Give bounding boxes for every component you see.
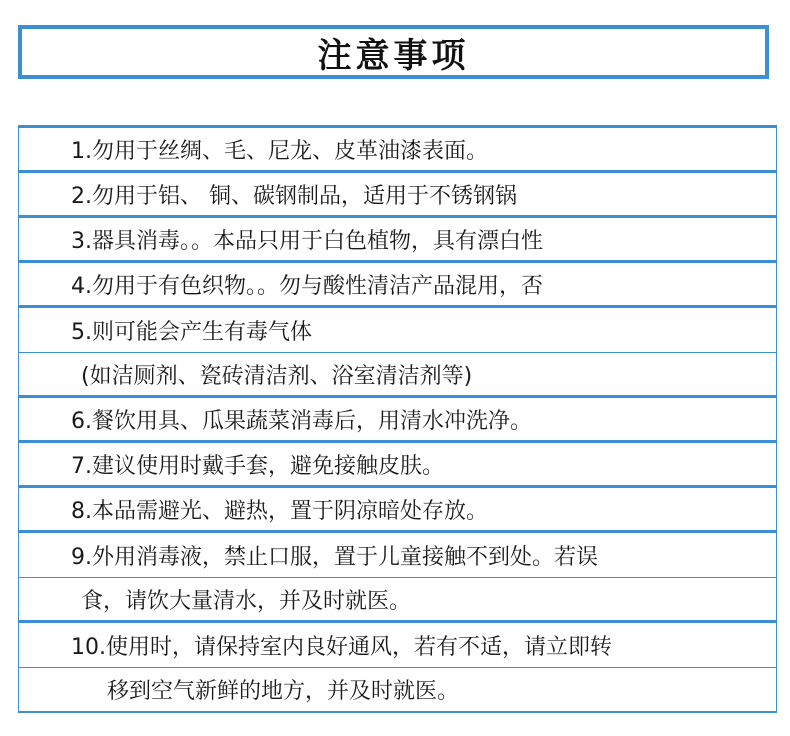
note-text: 8.本品需避光、避热，置于阴凉暗处存放。 bbox=[71, 498, 488, 524]
note-row-8 bbox=[19, 488, 776, 533]
notes-table bbox=[18, 125, 777, 713]
note-text: 5.则可能会产生有毒气体 bbox=[71, 319, 312, 345]
note-text: 7.建议使用时戴手套，避免接触皮肤。 bbox=[71, 453, 444, 479]
page-title: 注意事项 bbox=[317, 35, 470, 76]
note-text: 移到空气新鲜的地方，并及时就医。 bbox=[107, 679, 460, 704]
note-row-10 bbox=[19, 623, 776, 668]
note-text: 2.勿用于铝、 铜、碳钢制品，适用于不锈钢锅 bbox=[71, 183, 517, 209]
note-text: 4.勿用于有色织物。。勿与酸性清洁产品混用，否 bbox=[71, 273, 543, 299]
note-row-3 bbox=[19, 218, 776, 263]
note-row-1 bbox=[19, 128, 776, 173]
note-row-6 bbox=[19, 398, 776, 443]
note-row-9 bbox=[19, 533, 776, 578]
note-text: (如洁厕剂、瓷砖清洁剂、浴室清洁剂等) bbox=[81, 363, 473, 389]
note-text: 1.勿用于丝绸、毛、尼龙、皮革油漆表面。 bbox=[71, 138, 488, 164]
note-text: 10.使用时，请保持室内良好通风，若有不适，请立即转 bbox=[71, 634, 612, 660]
note-row-7 bbox=[19, 443, 776, 488]
note-text: 9.外用消毒液，禁止口服，置于儿童接触不到处。若误 bbox=[71, 544, 598, 570]
note-row-5-continued bbox=[19, 353, 776, 398]
note-row-4 bbox=[19, 263, 776, 308]
note-text: 3.器具消毒。。本品只用于白色植物，具有漂白性 bbox=[71, 228, 543, 254]
note-row-5 bbox=[19, 308, 776, 353]
note-row-2 bbox=[19, 173, 776, 218]
note-row-9-continued bbox=[19, 578, 776, 623]
note-text: 食，请饮大量清水，并及时就医。 bbox=[81, 588, 412, 614]
note-text: 6.餐饮用具、瓜果蔬菜消毒后，用清水冲洗净。 bbox=[71, 408, 532, 434]
note-row-10-continued bbox=[19, 668, 776, 713]
title-box bbox=[18, 25, 769, 79]
